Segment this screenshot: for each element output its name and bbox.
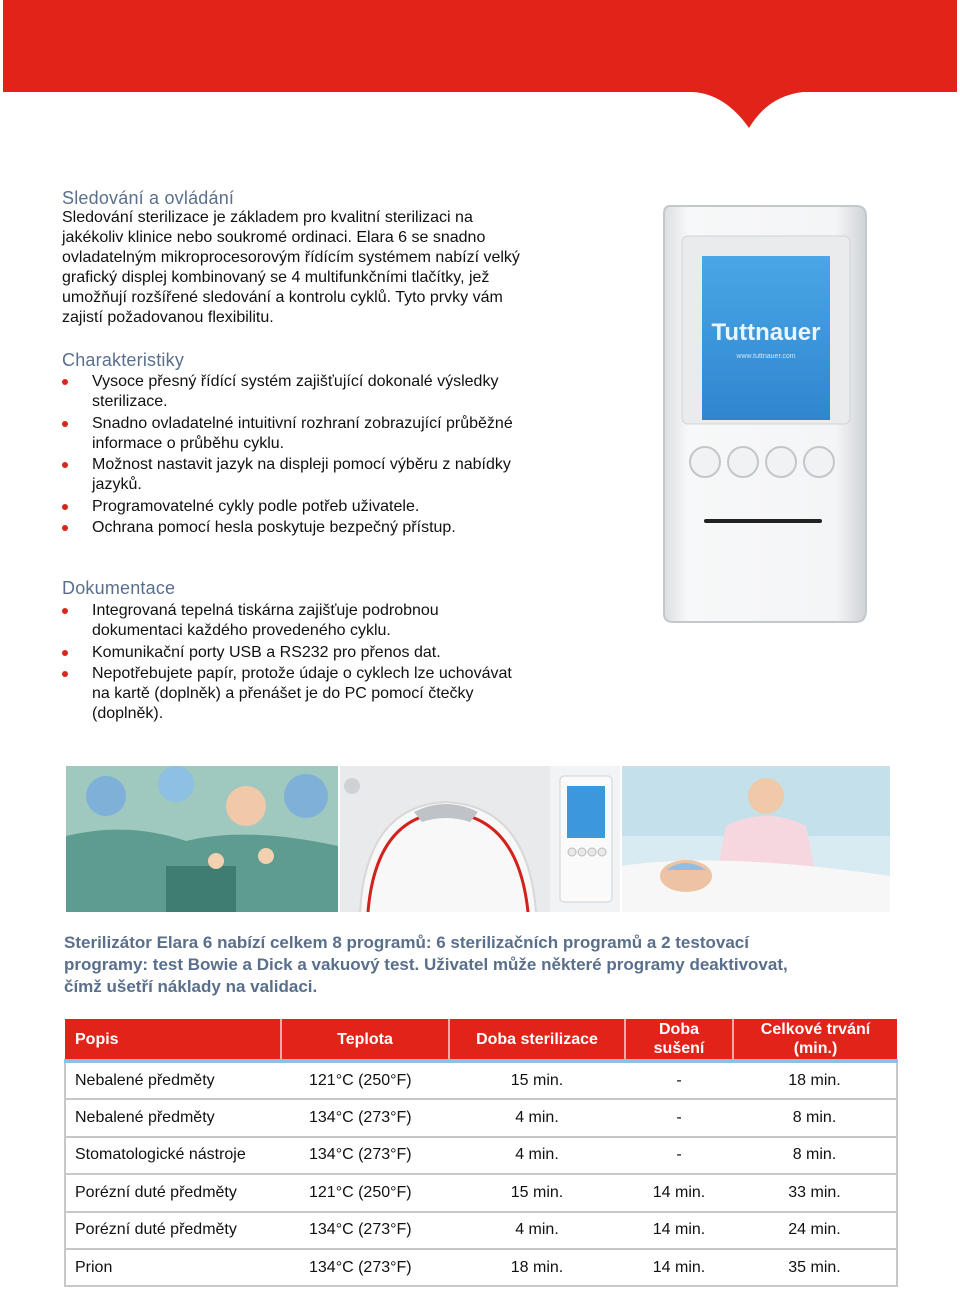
characteristics-list xyxy=(62,372,562,540)
paragraph-line: umožňují rozšířené sledování a kontrolu cyklů. Tyto prvky vám xyxy=(62,289,503,306)
table-row xyxy=(65,1174,897,1211)
list-item xyxy=(62,414,562,454)
table-row xyxy=(65,1249,897,1286)
table-cell: Porézní duté předměty xyxy=(65,1212,281,1249)
documentation-list xyxy=(62,601,562,726)
list-item-line: Komunikační porty USB a RS232 pro přenos dat. xyxy=(92,643,441,661)
table-cell: 14 min. xyxy=(625,1249,733,1286)
table-row xyxy=(65,1212,897,1249)
table-cell: - xyxy=(625,1099,733,1136)
table-cell: 35 min. xyxy=(733,1249,897,1286)
table-cell: 134°C (273°F) xyxy=(281,1099,449,1136)
table-cell: 15 min. xyxy=(449,1061,625,1099)
table-cell: 134°C (273°F) xyxy=(281,1249,449,1286)
table-cell: 15 min. xyxy=(449,1174,625,1211)
list-item xyxy=(62,518,562,538)
paragraph-line: Sledování sterilizace je základem pro kvalitní sterilizaci na xyxy=(62,209,473,226)
table-header-row xyxy=(65,1019,897,1061)
table-cell: 121°C (250°F) xyxy=(281,1061,449,1099)
table-cell: 33 min. xyxy=(733,1174,897,1211)
list-item xyxy=(62,664,562,724)
table-cell: Porézní duté předměty xyxy=(65,1174,281,1211)
list-item-line: Integrovaná tepelná tiskárna zajišťuje podrobnou xyxy=(92,602,439,619)
table-cell: 14 min. xyxy=(625,1174,733,1211)
patient-care-photo xyxy=(622,766,890,912)
table-cell: 8 min. xyxy=(733,1137,897,1174)
table-cell: 18 min. xyxy=(449,1249,625,1286)
device-website: www.tuttnauer.com xyxy=(736,353,796,360)
table-cell: Nebalené předměty xyxy=(65,1099,281,1136)
list-item-line: dokumentaci každého provedeného cyklu. xyxy=(92,622,391,639)
bullet-icon xyxy=(62,608,68,614)
bullet-icon xyxy=(62,504,68,510)
list-item-line: jazyků. xyxy=(92,476,142,493)
table-cell: 24 min. xyxy=(733,1212,897,1249)
device-brand-logo: Tuttnauer xyxy=(711,319,821,346)
list-item-line: Možnost nastavit jazyk na displeji pomocí výběru z nabídky xyxy=(92,456,511,473)
column-header: Doba sterilizace xyxy=(449,1019,625,1061)
section-title-documentation: Dokumentace xyxy=(62,578,176,598)
chamber-door-photo xyxy=(340,766,550,912)
table-row xyxy=(65,1099,897,1136)
table-cell: 134°C (273°F) xyxy=(281,1137,449,1174)
programs-summary xyxy=(64,932,894,998)
summary-line: programy: test Bowie a Dick a vakuový test. Uživatel může některé programy deaktivovat, xyxy=(64,955,788,974)
table-cell: Nebalené předměty xyxy=(65,1061,281,1099)
column-header: Doba sušení xyxy=(625,1019,733,1061)
list-item xyxy=(62,497,562,517)
monitoring-paragraph xyxy=(62,208,562,328)
table-cell: 8 min. xyxy=(733,1099,897,1136)
list-item-line: (doplněk). xyxy=(92,705,164,722)
summary-line: čímž ušetří náklady na validaci. xyxy=(64,977,318,996)
column-header: Popis xyxy=(65,1019,281,1061)
table-cell: - xyxy=(625,1137,733,1174)
list-item-line: Programovatelné cykly podle potřeb uživatele. xyxy=(92,497,420,515)
paragraph-line: jakékoliv klinice nebo soukromé ordinaci. Elara 6 se snadno xyxy=(62,229,486,246)
bullet-icon xyxy=(62,671,68,677)
list-item xyxy=(62,372,562,412)
table-row xyxy=(65,1061,897,1099)
program-table xyxy=(64,1019,898,1287)
table-cell: 14 min. xyxy=(625,1212,733,1249)
table-cell: 121°C (250°F) xyxy=(281,1174,449,1211)
bullet-icon xyxy=(62,650,68,656)
list-item xyxy=(62,643,562,663)
list-item-line: sterilizace. xyxy=(92,393,168,410)
list-item-line: Ochrana pomocí hesla poskytuje bezpečný přístup. xyxy=(92,519,456,536)
product-photo-strip xyxy=(66,766,890,912)
list-item-line: Nepotřebujete papír, protože údaje o cyklech lze uchovávat xyxy=(92,665,512,682)
bullet-icon xyxy=(62,379,68,385)
table-cell: 4 min. xyxy=(449,1212,625,1249)
sterilizer-control-panel-image xyxy=(660,202,874,626)
column-header: Celkové trvání (min.) xyxy=(733,1019,897,1061)
paragraph-line: zajistí požadovanou flexibilitu. xyxy=(62,309,274,326)
surgeons-photo xyxy=(66,766,338,912)
paragraph-line: ovladatelným mikroprocesorovým řídícím systémem nabízí velký xyxy=(62,249,520,266)
bullet-icon xyxy=(62,525,68,531)
bullet-icon xyxy=(62,462,68,468)
table-row xyxy=(65,1137,897,1174)
table-cell: - xyxy=(625,1061,733,1099)
list-item xyxy=(62,601,562,641)
bullet-icon xyxy=(62,421,68,427)
list-item-line: na kartě (doplněk) a přenášet je do PC pomocí čtečky xyxy=(92,685,474,702)
table-cell: Prion xyxy=(65,1249,281,1286)
list-item-line: Snadno ovladatelné intuitivní rozhraní zobrazující průběžné xyxy=(92,414,513,432)
summary-line: Sterilizátor Elara 6 nabízí celkem 8 programů: 6 sterilizačních programů a 2 testovací xyxy=(64,933,749,952)
table-cell: 4 min. xyxy=(449,1137,625,1174)
list-item xyxy=(62,455,562,495)
paragraph-line: grafický displej kombinovaný se 4 multifunkčními tlačítky, jež xyxy=(62,269,490,286)
section-title-monitoring: Sledování a ovládání xyxy=(62,188,235,208)
list-item-line: informace o průběhu cyklu. xyxy=(92,434,285,452)
list-item-line: Vysoce přesný řídící systém zajišťující dokonalé výsledky xyxy=(92,373,499,390)
header-red-band xyxy=(3,0,957,130)
panel-photo xyxy=(550,766,620,912)
column-header: Teplota xyxy=(281,1019,449,1061)
table-cell: 134°C (273°F) xyxy=(281,1212,449,1249)
section-title-characteristics: Charakteristiky xyxy=(62,350,185,370)
table-cell: 4 min. xyxy=(449,1099,625,1136)
table-cell: Stomatologické nástroje xyxy=(65,1137,281,1174)
table-cell: 18 min. xyxy=(733,1061,897,1099)
